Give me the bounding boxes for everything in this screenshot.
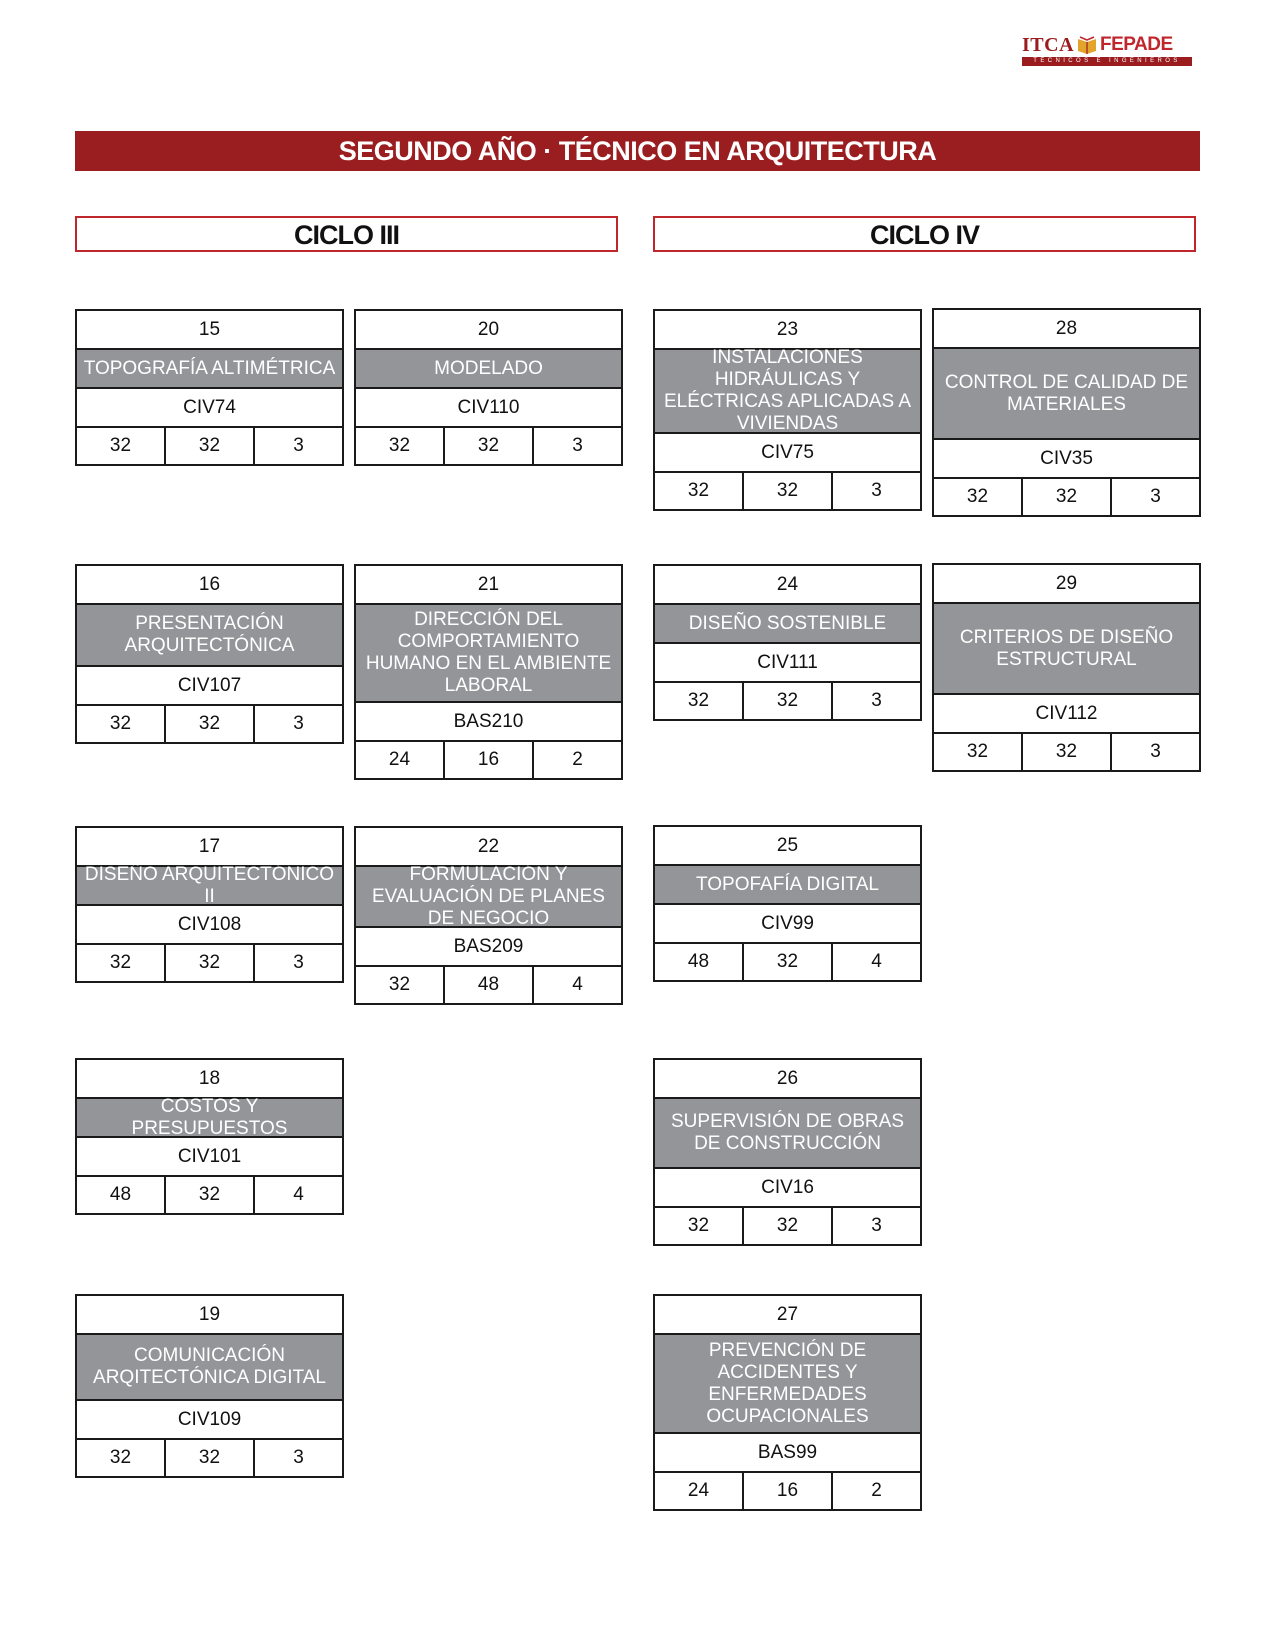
- subject-code: CIV108: [77, 906, 342, 945]
- subject-value-2: 48: [445, 967, 534, 1003]
- subject-value-1: 32: [655, 683, 744, 719]
- subject-values: [356, 742, 621, 778]
- subject-card: [354, 309, 623, 466]
- subject-number: 17: [77, 828, 342, 867]
- subject-card: [932, 563, 1201, 772]
- subject-value-2: 32: [744, 1208, 833, 1244]
- subject-value-1: 32: [356, 967, 445, 1003]
- subject-number: 29: [934, 565, 1199, 604]
- subject-value-2: 32: [1023, 479, 1112, 515]
- subject-code: BAS210: [356, 703, 621, 742]
- year-banner: SEGUNDO AÑO · TÉCNICO EN ARQUITECTURA: [75, 131, 1200, 171]
- subject-value-2: 16: [744, 1473, 833, 1509]
- subject-values: [356, 428, 621, 464]
- subject-number: 19: [77, 1296, 342, 1335]
- subject-values: [77, 706, 342, 742]
- subject-code: CIV16: [655, 1169, 920, 1208]
- subject-value-2: 32: [166, 1440, 255, 1476]
- subject-value-1: 24: [655, 1473, 744, 1509]
- subject-card: [653, 1294, 922, 1511]
- subject-value-3: 4: [871, 951, 882, 972]
- subject-values: [77, 1440, 342, 1476]
- subject-number: 16: [77, 566, 342, 605]
- subject-name: COMUNICACIÓN ARQITECTÓNICA DIGITAL: [77, 1335, 342, 1401]
- subject-name: CRITERIOS DE DISEÑO ESTRUCTURAL: [934, 604, 1199, 695]
- subject-number: 20: [356, 311, 621, 350]
- subject-code: CIV35: [934, 440, 1199, 479]
- subject-card: [354, 826, 623, 1005]
- subject-value-3: 3: [293, 713, 304, 734]
- subject-card: [653, 564, 922, 721]
- itca-fepade-logo: [1022, 34, 1192, 68]
- subject-name: COSTOS Y PRESUPUESTOS: [77, 1099, 342, 1138]
- subject-name: DISEÑO SOSTENIBLE: [655, 605, 920, 644]
- subject-value-2: 32: [166, 945, 255, 981]
- subject-value-3: 3: [293, 952, 304, 973]
- subject-values: [356, 967, 621, 1003]
- subject-name: FORMULACIÓN Y EVALUACIÓN DE PLANES DE NEGOCIO: [356, 867, 621, 928]
- subject-values: [655, 683, 920, 719]
- subject-code: BAS209: [356, 928, 621, 967]
- subject-values: [655, 944, 920, 980]
- subject-name: PREVENCIÓN DE ACCIDENTES Y ENFERMEDADES OCUPACIONALES: [655, 1335, 920, 1434]
- logo-fepade-text: FEPADE: [1100, 34, 1173, 55]
- logo-tagline: TÉCNICOS E INGENIEROS: [1022, 57, 1192, 66]
- subject-values: [77, 945, 342, 981]
- subject-value-2: 32: [166, 706, 255, 742]
- subject-card: [75, 1058, 344, 1215]
- subject-card: [932, 308, 1201, 517]
- subject-value-3: 2: [871, 1480, 882, 1501]
- subject-number: 23: [655, 311, 920, 350]
- subject-values: [934, 734, 1199, 770]
- subject-values: [934, 479, 1199, 515]
- subject-name: INSTALACIONES HIDRÁULICAS Y ELÉCTRICAS APLICADAS A VIVIENDAS: [655, 350, 920, 434]
- subject-value-1: 24: [356, 742, 445, 778]
- subject-value-3: 3: [293, 435, 304, 456]
- subject-value-2: 32: [1023, 734, 1112, 770]
- subject-value-3: 3: [1150, 486, 1161, 507]
- subject-code: CIV101: [77, 1138, 342, 1177]
- subject-value-3: 3: [871, 690, 882, 711]
- subject-code: CIV112: [934, 695, 1199, 734]
- subject-value-3: 2: [572, 749, 583, 770]
- subject-card: [653, 309, 922, 511]
- subject-code: CIV109: [77, 1401, 342, 1440]
- subject-value-1: 32: [934, 479, 1023, 515]
- subject-name: MODELADO: [356, 350, 621, 389]
- subject-value-3: 3: [871, 480, 882, 501]
- logo-itca-text: ITCA: [1022, 33, 1075, 56]
- subject-number: 22: [356, 828, 621, 867]
- subject-name: DISEÑO ARQUITECTÓNICO II: [77, 867, 342, 906]
- subject-values: [655, 1473, 920, 1509]
- subject-number: 15: [77, 311, 342, 350]
- subject-values: [655, 1208, 920, 1244]
- subject-value-3: 3: [1150, 741, 1161, 762]
- subject-value-2: 32: [744, 683, 833, 719]
- subject-value-3: 3: [293, 1447, 304, 1468]
- subject-code: CIV74: [77, 389, 342, 428]
- subject-number: 28: [934, 310, 1199, 349]
- subject-value-1: 32: [77, 428, 166, 464]
- subject-name: SUPERVISIÓN DE OBRAS DE CONSTRUCCIÓN: [655, 1099, 920, 1169]
- subject-name: CONTROL DE CALIDAD DE MATERIALES: [934, 349, 1199, 440]
- subject-name: DIRECCIÓN DEL COMPORTAMIENTO HUMANO EN EL AMBIENTE LABORAL: [356, 605, 621, 703]
- subject-code: CIV111: [655, 644, 920, 683]
- subject-value-1: 32: [77, 945, 166, 981]
- subject-card: [653, 825, 922, 982]
- subject-code: CIV107: [77, 667, 342, 706]
- subject-value-1: 32: [934, 734, 1023, 770]
- subject-name: PRESENTACIÓN ARQUITECTÓNICA: [77, 605, 342, 667]
- subject-name: TOPOFAFÍA DIGITAL: [655, 866, 920, 905]
- subject-card: [75, 1294, 344, 1478]
- subject-value-1: 32: [77, 706, 166, 742]
- subject-card: [75, 826, 344, 983]
- subject-code: CIV99: [655, 905, 920, 944]
- subject-name: TOPOGRAFÍA ALTIMÉTRICA: [77, 350, 342, 389]
- cycle-iii-header: CICLO III: [75, 216, 618, 252]
- subject-value-2: 16: [445, 742, 534, 778]
- subject-values: [77, 428, 342, 464]
- subject-values: [655, 473, 920, 509]
- subject-value-1: 48: [77, 1177, 166, 1213]
- subject-value-1: 32: [356, 428, 445, 464]
- subject-number: 27: [655, 1296, 920, 1335]
- subject-value-2: 32: [445, 428, 534, 464]
- subject-value-3: 4: [572, 974, 583, 995]
- subject-card: [653, 1058, 922, 1246]
- subject-value-2: 32: [166, 428, 255, 464]
- subject-number: 18: [77, 1060, 342, 1099]
- subject-value-1: 32: [655, 1208, 744, 1244]
- subject-card: [75, 309, 344, 466]
- subject-card: [354, 564, 623, 780]
- subject-card: [75, 564, 344, 744]
- subject-code: CIV75: [655, 434, 920, 473]
- subject-value-3: 3: [871, 1215, 882, 1236]
- subject-number: 21: [356, 566, 621, 605]
- subject-value-3: 3: [572, 435, 583, 456]
- subject-number: 26: [655, 1060, 920, 1099]
- subject-value-2: 32: [166, 1177, 255, 1213]
- subject-code: CIV110: [356, 389, 621, 428]
- subject-number: 25: [655, 827, 920, 866]
- subject-values: [77, 1177, 342, 1213]
- subject-code: BAS99: [655, 1434, 920, 1473]
- subject-value-1: 32: [655, 473, 744, 509]
- open-book-icon: [1077, 36, 1097, 54]
- cycle-iv-header: CICLO IV: [653, 216, 1196, 252]
- subject-value-1: 32: [77, 1440, 166, 1476]
- subject-value-2: 32: [744, 944, 833, 980]
- subject-value-3: 4: [293, 1184, 304, 1205]
- subject-number: 24: [655, 566, 920, 605]
- subject-value-2: 32: [744, 473, 833, 509]
- subject-value-1: 48: [655, 944, 744, 980]
